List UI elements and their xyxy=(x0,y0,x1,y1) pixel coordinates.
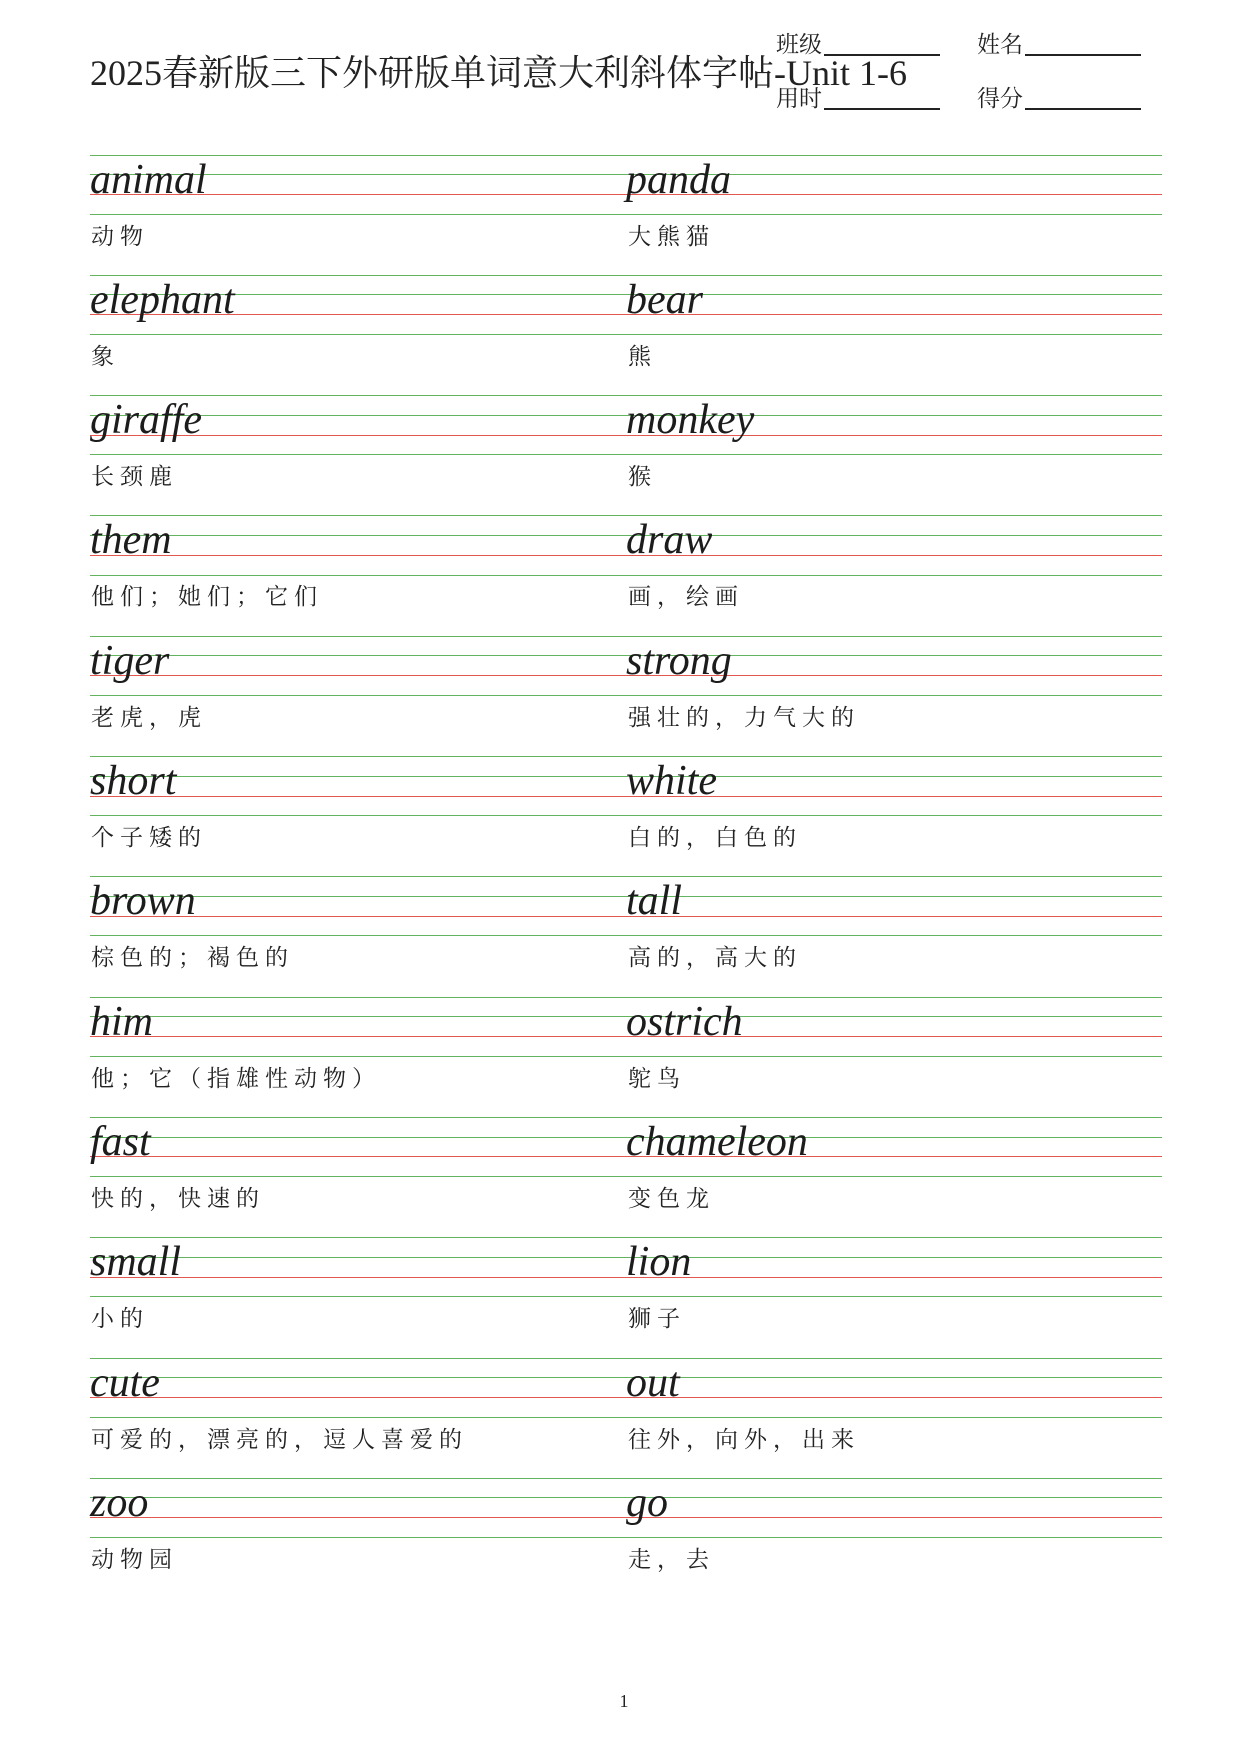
english-word: go xyxy=(626,1479,668,1526)
writing-guide-line xyxy=(90,636,1162,637)
english-word: white xyxy=(626,758,717,804)
vocab-row xyxy=(0,1117,1241,1227)
writing-guide-line xyxy=(90,395,1162,396)
chinese-meaning: 大熊猫 xyxy=(628,223,715,250)
chinese-meaning: 动物 xyxy=(91,223,149,250)
vocab-row xyxy=(0,997,1241,1107)
writing-guide-line xyxy=(90,1537,1162,1538)
writing-guide-line xyxy=(90,1056,1162,1057)
chinese-meaning: 象 xyxy=(91,343,120,370)
chinese-meaning: 小的 xyxy=(91,1306,149,1333)
writing-guide-line xyxy=(90,454,1162,455)
english-word: zoo xyxy=(90,1479,149,1526)
english-word: tiger xyxy=(90,637,170,684)
writing-guide-line xyxy=(90,1358,1162,1359)
english-word: tall xyxy=(626,878,683,925)
vocab-row xyxy=(0,636,1241,746)
chinese-meaning: 高的，高大的 xyxy=(628,945,802,972)
chinese-meaning: 棕色的；褐色的 xyxy=(91,945,294,972)
chinese-meaning: 动物园 xyxy=(91,1546,178,1573)
english-word: cute xyxy=(90,1359,160,1406)
chinese-meaning: 往外，向外，出来 xyxy=(628,1426,860,1453)
english-word: short xyxy=(90,758,177,804)
class-label: 班级 xyxy=(776,32,822,58)
vocab-row xyxy=(0,275,1241,385)
english-word: ostrich xyxy=(626,998,743,1045)
chinese-meaning: 变色龙 xyxy=(628,1185,715,1212)
chinese-meaning: 他们；她们；它们 xyxy=(91,584,323,611)
writing-guide-line xyxy=(90,575,1162,576)
english-word: chameleon xyxy=(626,1118,808,1165)
english-word: bear xyxy=(626,276,703,323)
chinese-meaning: 他；它（指雄性动物） xyxy=(91,1065,381,1092)
chinese-meaning: 可爱的，漂亮的，逗人喜爱的 xyxy=(91,1426,468,1453)
writing-guide-line xyxy=(90,695,1162,696)
english-word: strong xyxy=(626,637,732,684)
writing-guide-line xyxy=(90,756,1162,757)
writing-guide-line xyxy=(90,1296,1162,1297)
score-label: 得分 xyxy=(977,86,1023,112)
writing-guide-line xyxy=(90,1117,1162,1118)
chinese-meaning: 走，去 xyxy=(628,1546,715,1573)
writing-guide-line xyxy=(90,876,1162,877)
english-word: him xyxy=(90,998,153,1045)
vocab-row xyxy=(0,395,1241,505)
english-word: small xyxy=(90,1239,182,1286)
worksheet-title: 2025春新版三下外研版单词意大利斜体字帖-Unit 1-6 xyxy=(90,53,907,93)
chinese-meaning: 熊 xyxy=(628,343,657,370)
chinese-meaning: 画，绘画 xyxy=(628,584,744,611)
english-word: brown xyxy=(90,878,196,925)
chinese-meaning: 白的，白色的 xyxy=(628,825,802,851)
vocab-row xyxy=(0,515,1241,625)
english-word: animal xyxy=(90,156,207,203)
vocab-row xyxy=(0,1478,1241,1588)
name-label: 姓名 xyxy=(977,32,1023,58)
english-word: elephant xyxy=(90,276,235,323)
chinese-meaning: 鸵鸟 xyxy=(628,1065,686,1092)
chinese-meaning: 个子矮的 xyxy=(91,825,207,851)
page-number: 1 xyxy=(619,1691,629,1711)
writing-guide-line xyxy=(90,155,1162,156)
writing-guide-line xyxy=(90,1237,1162,1238)
writing-guide-line xyxy=(90,334,1162,335)
writing-guide-line xyxy=(90,815,1162,816)
english-word: monkey xyxy=(626,397,755,444)
chinese-meaning: 快的，快速的 xyxy=(91,1185,265,1212)
english-word: lion xyxy=(626,1239,692,1286)
vocab-row xyxy=(0,876,1241,986)
writing-guide-line xyxy=(90,1176,1162,1177)
writing-guide-line xyxy=(90,1417,1162,1418)
english-word: giraffe xyxy=(90,397,202,444)
english-word: fast xyxy=(90,1118,151,1165)
writing-guide-line xyxy=(90,935,1162,936)
writing-guide-line xyxy=(90,997,1162,998)
chinese-meaning: 猴 xyxy=(628,464,657,491)
english-word: panda xyxy=(626,156,731,203)
english-word: draw xyxy=(626,517,713,564)
english-word: them xyxy=(90,517,172,564)
chinese-meaning: 长颈鹿 xyxy=(91,464,178,491)
vocab-row xyxy=(0,1358,1241,1468)
vocab-row xyxy=(0,155,1241,265)
chinese-meaning: 狮子 xyxy=(628,1306,686,1333)
chinese-meaning: 强壮的，力气大的 xyxy=(628,704,860,731)
vocab-row xyxy=(0,1237,1241,1347)
time-label: 用时 xyxy=(776,86,822,112)
writing-guide-line xyxy=(90,275,1162,276)
writing-guide-line xyxy=(90,1478,1162,1479)
chinese-meaning: 老虎，虎 xyxy=(91,704,207,731)
writing-guide-line xyxy=(90,515,1162,516)
vocab-row xyxy=(0,756,1241,866)
writing-guide-line xyxy=(90,214,1162,215)
english-word: out xyxy=(626,1359,680,1406)
